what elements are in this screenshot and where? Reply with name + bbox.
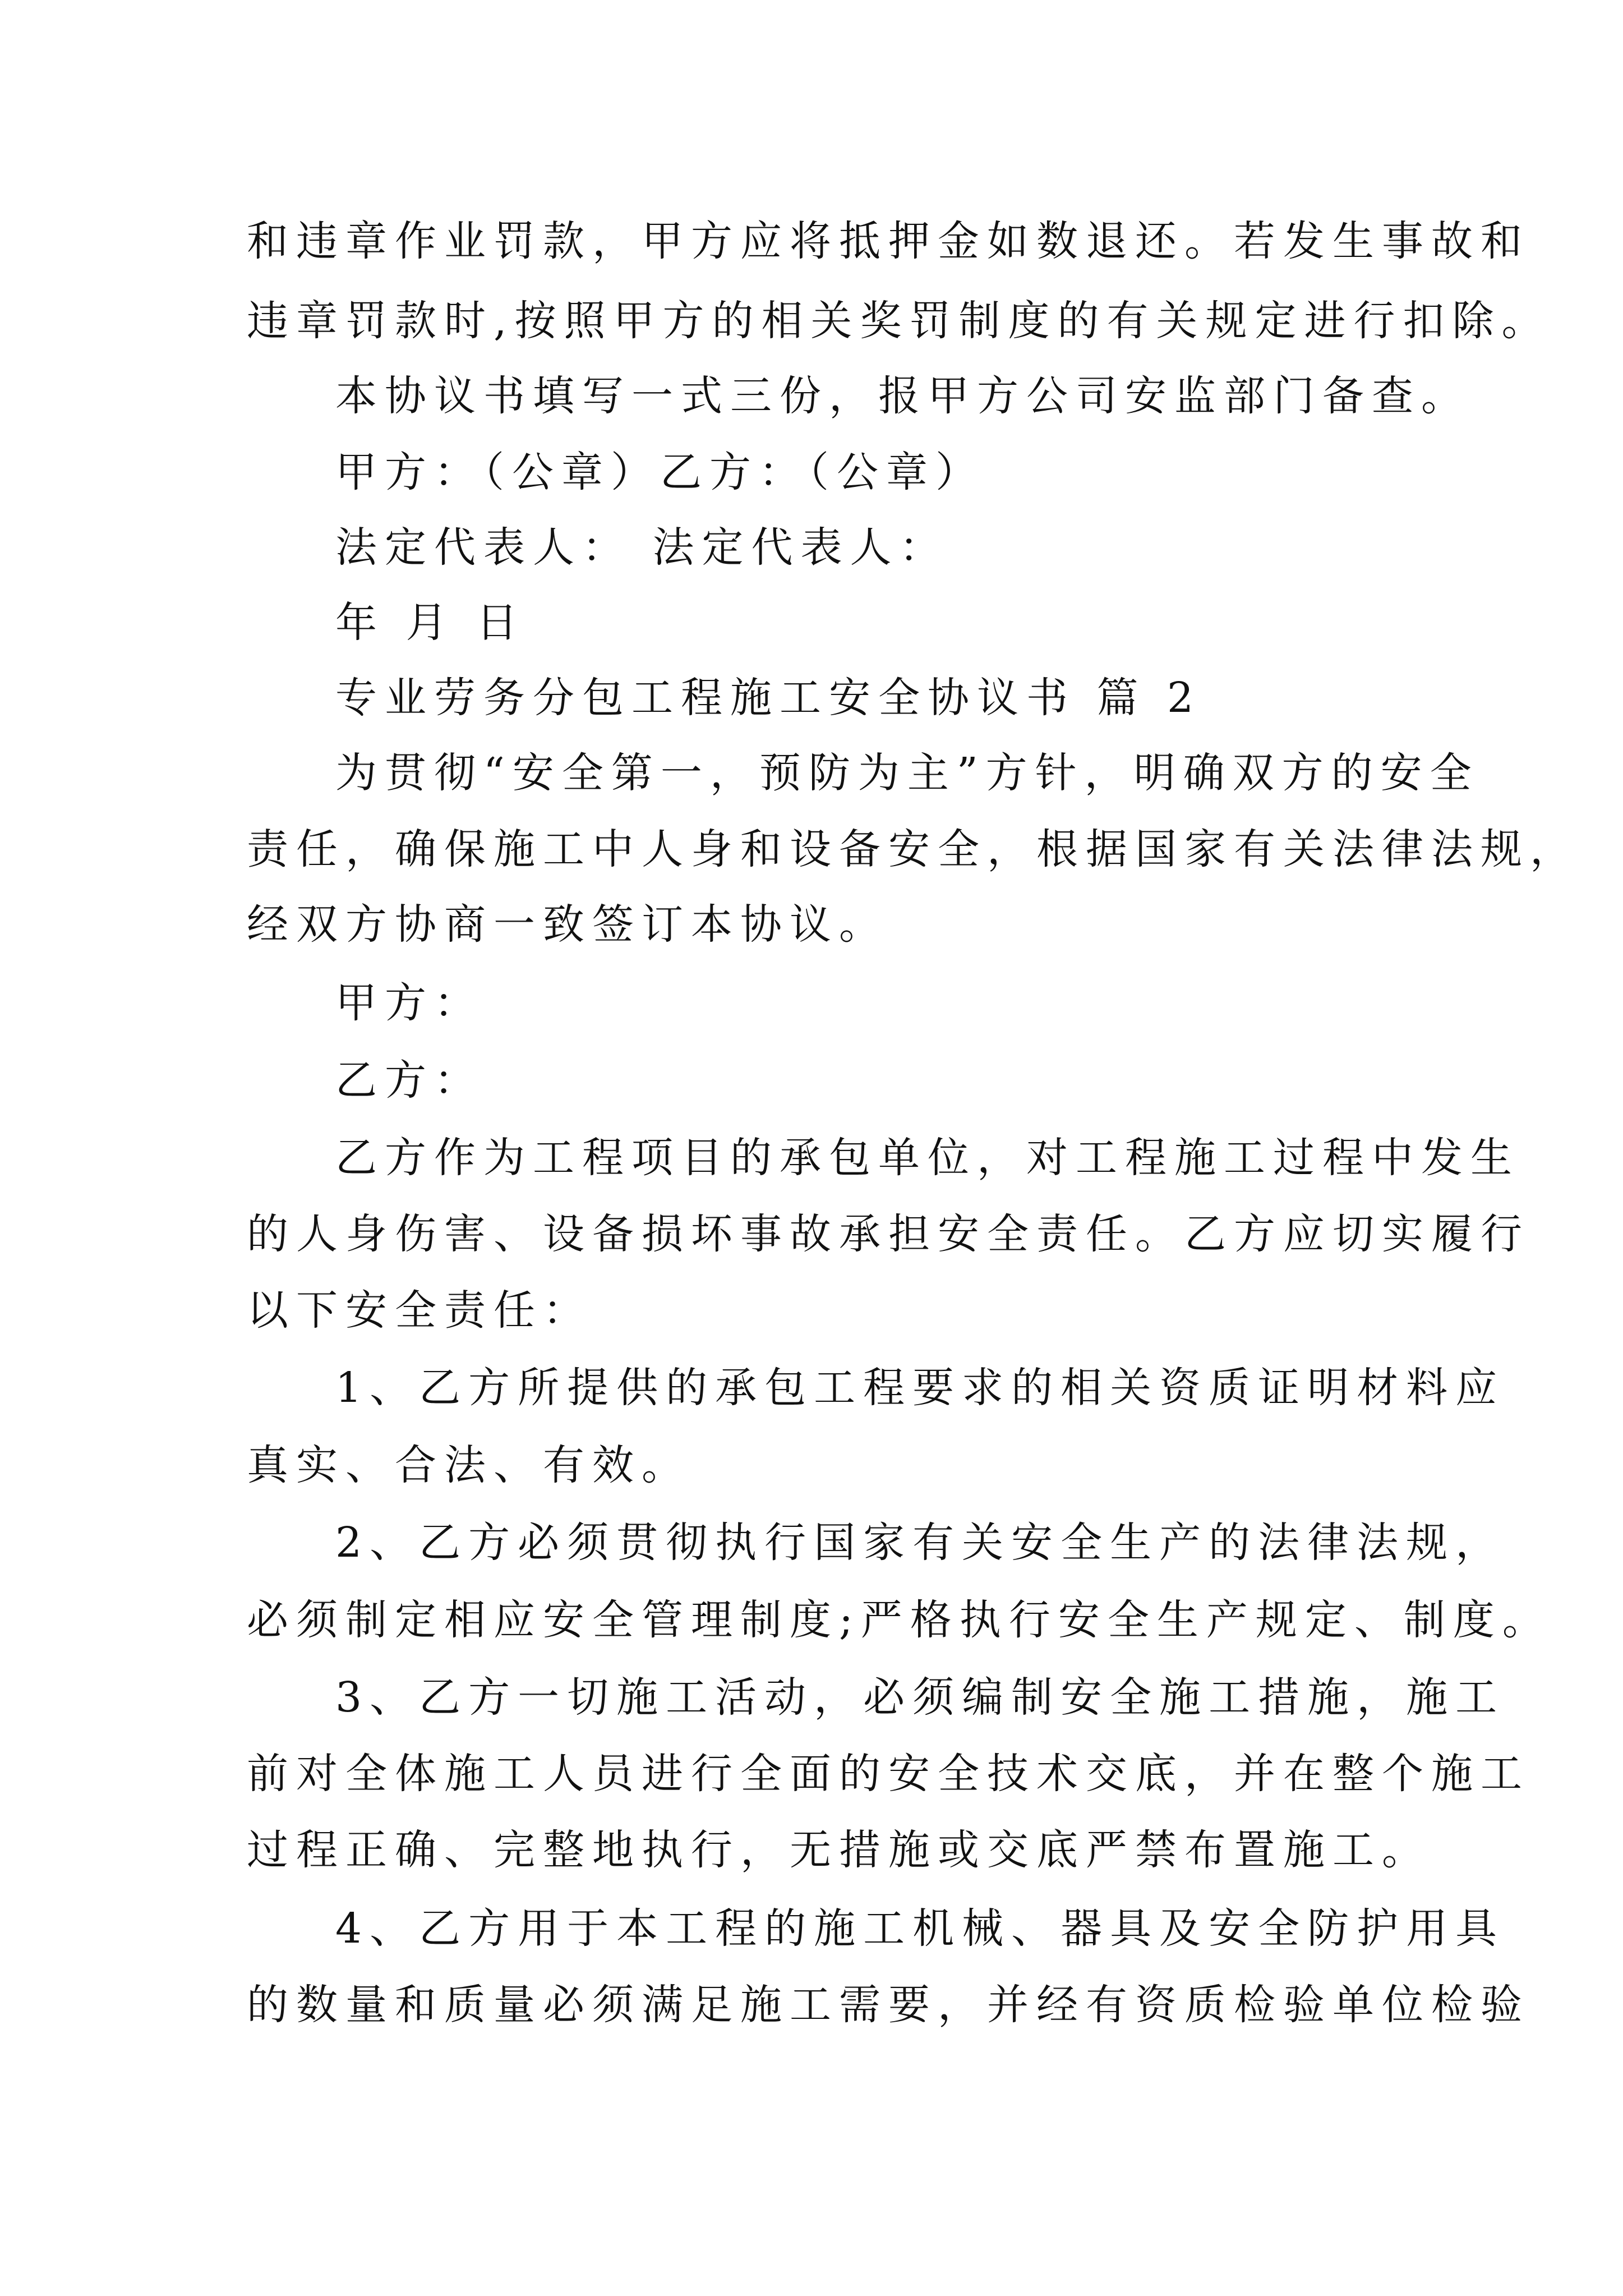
text-line: 本协议书填写一式三份，报甲方公司安监部门备查。 [335, 372, 1470, 420]
text-line: 和违章作业罚款，甲方应将抵押金如数退还。若发生事故和 [247, 217, 1530, 265]
text-line: 3、乙方一切施工活动，必须编制安全施工措施，施工 [335, 1673, 1505, 1722]
text-line: 乙方： [335, 1056, 483, 1105]
section-heading: 专业劳务分包工程施工安全协议书 篇 2 [335, 674, 1202, 722]
text-line: 法定代表人： 法定代表人： [335, 523, 949, 572]
text-line: 年 月 日 [335, 599, 526, 647]
text-line: 真实、合法、有效。 [247, 1441, 691, 1489]
text-line: 乙方作为工程项目的承包单位，对工程施工过程中发生 [335, 1134, 1520, 1182]
text-line: 违章罚款时,按照甲方的相关奖罚制度的有关规定进行扣除。 [247, 297, 1551, 345]
text-line: 前对全体施工人员进行全面的安全技术交底，并在整个施工 [247, 1750, 1530, 1798]
text-line: 责任，确保施工中人身和设备安全，根据国家有关法律法规， [247, 825, 1579, 873]
text-line: 的数量和质量必须满足施工需要，并经有资质检验单位检验 [247, 1981, 1530, 2029]
text-line: 4、乙方用于本工程的施工机械、器具及安全防护用具 [335, 1904, 1505, 1953]
text-line: 2、乙方必须贯彻执行国家有关安全生产的法律法规， [335, 1519, 1505, 1567]
text-line: 甲方： [335, 979, 483, 1027]
text-line: 的人身伤害、设备损坏事故承担安全责任。乙方应切实履行 [247, 1210, 1530, 1258]
text-line: 过程正确、完整地执行，无措施或交底严禁布置施工。 [247, 1826, 1431, 1874]
text-line: 甲方：（公章）乙方：（公章） [335, 448, 985, 496]
text-line: 必须制定相应安全管理制度;严格执行安全生产规定、制度。 [247, 1596, 1552, 1644]
text-line: 1、乙方所提供的承包工程要求的相关资质证明材料应 [335, 1364, 1505, 1412]
text-line: 经双方协商一致签订本协议。 [247, 900, 888, 949]
text-line: 为贯彻“安全第一，预防为主”方针，明确双方的安全 [335, 749, 1479, 797]
text-line: 以下安全责任： [247, 1286, 592, 1335]
